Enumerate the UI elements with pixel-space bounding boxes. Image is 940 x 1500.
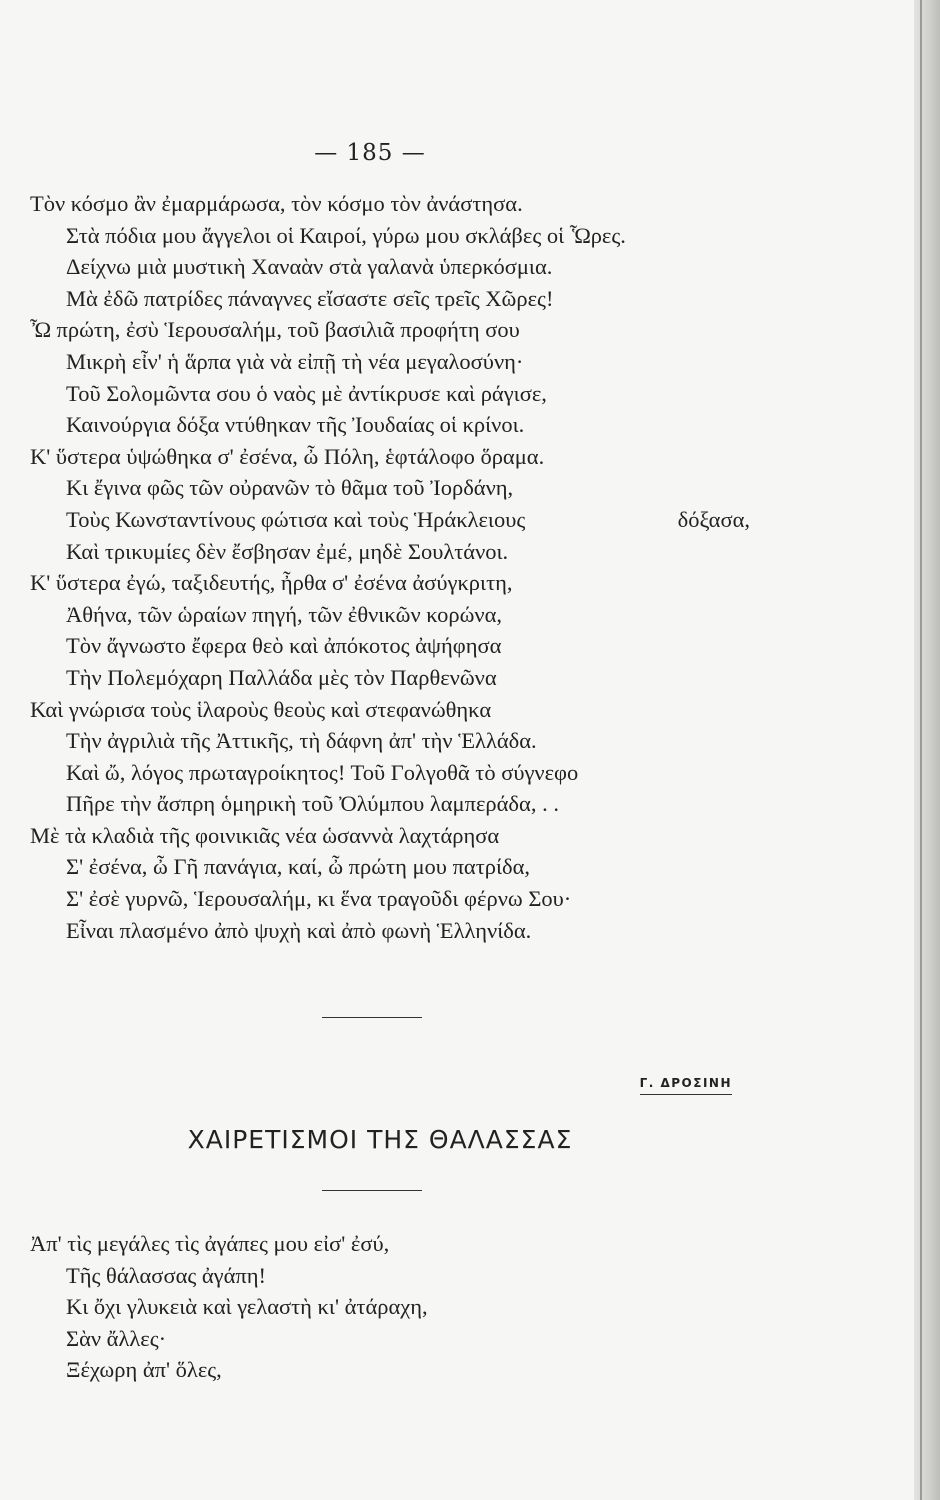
poem-line: Στὰ πόδια μου ἄγγελοι οἱ Καιροί, γύρω μου σκλάβες οἱ Ὧρες.: [66, 222, 626, 248]
poem-line: Τοῦ Σολομῶντα σου ὁ ναὸς μὲ ἀντίκρυσε καὶ ράγισε,: [66, 380, 547, 406]
binding-edge: [920, 0, 922, 1500]
poem-line: Καινούργια δόξα ντύθηκαν τῆς Ἰουδαίας οἱ κρίνοι.: [66, 412, 525, 438]
poem-line: Τῆς θάλασσας ἀγάπη!: [66, 1262, 267, 1288]
title-underline: [322, 1190, 422, 1191]
page-gutter: [914, 0, 940, 1500]
poem-line: Δείχνω μιὰ μυστικὴ Χαναὰν στὰ γαλανὰ ὑπερκόσμια.: [66, 254, 553, 280]
poem-line-overflow: δόξασα,: [677, 506, 750, 532]
poem-line: Κι ὄχι γλυκειὰ καὶ γελαστὴ κι' ἀτάραχη,: [66, 1294, 428, 1320]
poem-line: Καὶ γνώρισα τοὺς ἱλαροὺς θεοὺς καὶ στεφανώθηκα: [30, 696, 492, 722]
poem-line: Ἀθήνα, τῶν ὡραίων πηγή, τῶν ἐθνικῶν κορώνα,: [66, 601, 502, 627]
poem-line: Εἶναι πλασμένο ἀπὸ ψυχὴ καὶ ἀπὸ φωνὴ Ἑλληνίδα.: [66, 917, 532, 943]
poem-line: Κ' ὕστερα ἐγώ, ταξιδευτής, ἦρθα σ' ἐσένα ἀσύγκριτη,: [30, 570, 513, 596]
poem-line: Μὰ ἐδῶ πατρίδες πάναγνες εἴσαστε σεῖς τρεῖς Χῶρες!: [66, 285, 554, 311]
poem-line: [30, 504, 750, 536]
section-divider: [322, 1017, 422, 1018]
poem-line: Κ' ὕστερα ὑψώθηκα σ' ἐσένα, ὦ Πόλη, ἑφτάλοφο ὅραμα.: [30, 443, 545, 469]
poem-line: Καὶ τρικυμίες δὲν ἔσβησαν ἐμέ, μηδὲ Σουλτάνοι.: [66, 538, 509, 564]
author-signature: Γ. ΔΡΟΣΙΝΗ: [640, 1076, 732, 1095]
poem-line: Ὦ πρώτη, ἐσὺ Ἱερουσαλήμ, τοῦ βασιλιᾶ προφήτη σου: [30, 317, 520, 343]
poem-line-text: Τοὺς Κωνσταντίνους φώτισα καὶ τοὺς Ἡράκλειους: [66, 506, 526, 532]
poem: [30, 188, 750, 946]
poem-line: Τὴν Πολεμόχαρη Παλλάδα μὲς τὸν Παρθενῶνα: [66, 664, 497, 690]
section-title: ΧΑΙΡΕΤΙΣΜΟΙ ΤΗΣ ΘΑΛΑΣΣΑΣ: [187, 1125, 573, 1154]
poem-line: Σὰν ἄλλες·: [66, 1325, 167, 1351]
poem-line: Σ' ἐσένα, ὦ Γῆ πανάγια, καί, ὦ πρώτη μου πατρίδα,: [66, 854, 531, 880]
second-poem: [30, 1228, 730, 1386]
poem-line: Τὴν ἀγριλιὰ τῆς Ἀττικῆς, τὴ δάφνη ἀπ' τὴν Ἑλλάδα.: [66, 728, 537, 754]
poem-line: Τὸν κόσμο ἂν ἐμαρμάρωσα, τὸν κόσμο τὸν ἀνάστησα.: [30, 191, 523, 216]
poem-line: Ἀπ' τὶς μεγάλες τὶς ἀγάπες μου εἰσ' ἐσύ,: [30, 1231, 390, 1256]
poem-line: Μικρὴ εἶν' ἡ ἅρπα γιὰ νὰ εἰπῇ τὴ νέα μεγαλοσύνη·: [66, 348, 524, 374]
poem-line: Τὸν ἄγνωστο ἔφερα θεὸ καὶ ἀπόκοτος ἀψήφησα: [66, 633, 502, 659]
poem-line: Πῆρε τὴν ἄσπρη ὁμηρικὴ τοῦ Ὀλύμπου λαμπεράδα, . .: [66, 791, 559, 817]
page-number: — 185 —: [314, 140, 426, 166]
poem-line: Μὲ τὰ κλαδιὰ τῆς φοινικιᾶς νέα ὡσαννὰ λαχτάρησα: [30, 822, 500, 848]
poem-line: Κι ἔγινα φῶς τῶν οὐρανῶν τὸ θᾶμα τοῦ Ἰορδάνη,: [66, 475, 514, 501]
poem-line: Σ' ἐσὲ γυρνῶ, Ἱερουσαλήμ, κι ἕνα τραγοῦδι φέρνω Σου·: [66, 886, 572, 912]
poem-line: Ξέχωρη ἀπ' ὅλες,: [66, 1357, 222, 1383]
poem-line: Καὶ ὤ, λόγος πρωταγροίκητος! Τοῦ Γολγοθᾶ τὸ σύγνεφο: [66, 759, 579, 785]
